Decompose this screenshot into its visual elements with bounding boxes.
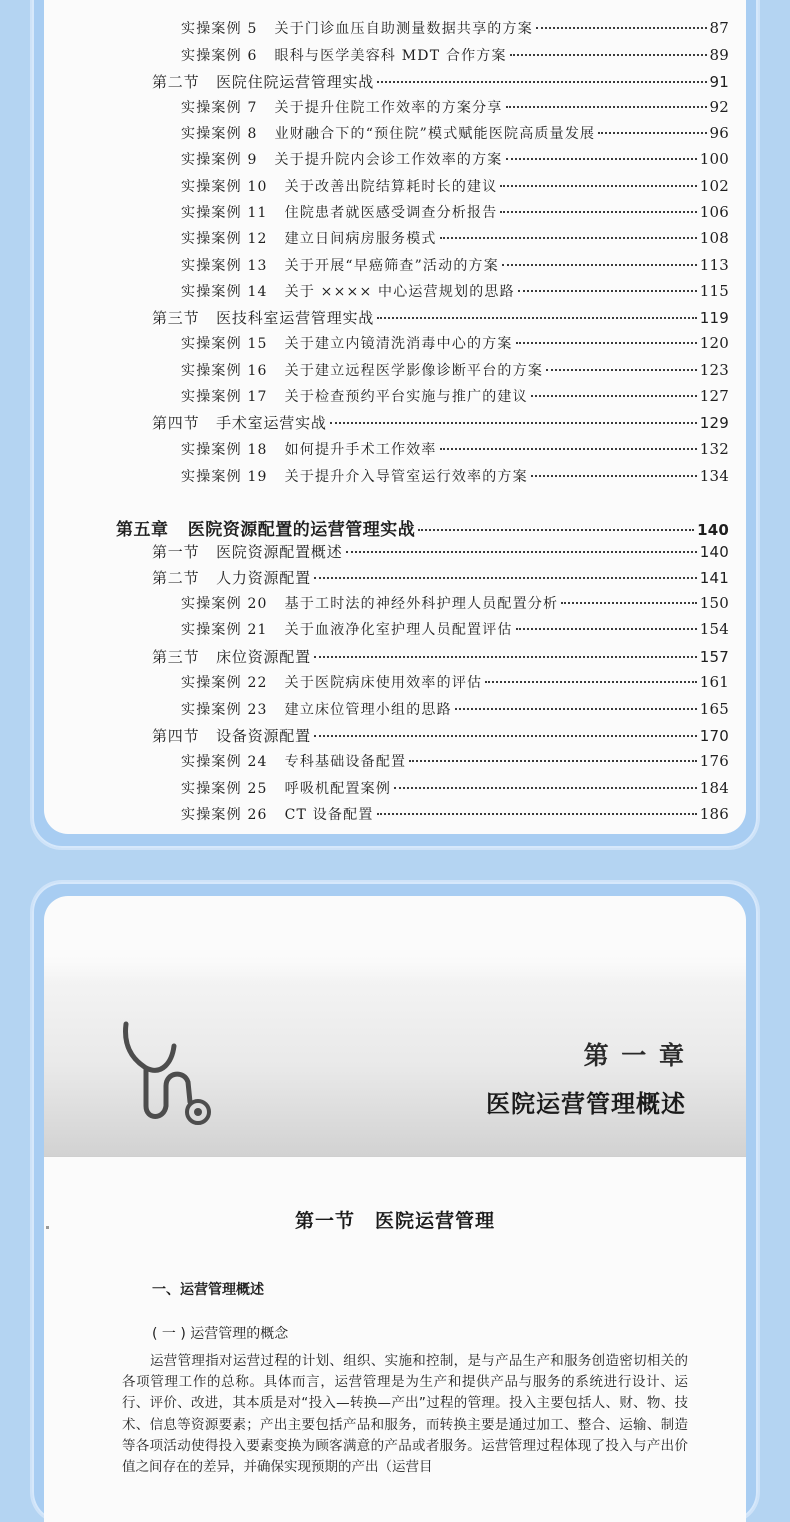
toc-leader-dots [518, 290, 697, 292]
toc-entry-case [181, 97, 729, 117]
toc-page-number: 91 [709, 73, 729, 91]
toc-entry-section [152, 541, 729, 562]
toc-entry-case [181, 386, 729, 406]
toc-entry-case [181, 281, 729, 301]
toc-leader-dots [510, 54, 707, 56]
toc-leader-dots [516, 342, 697, 344]
toc-entry-title: 第四节 设备资源配置 [152, 727, 311, 745]
toc-entry-section [152, 412, 729, 433]
toc-page-number: 89 [709, 46, 729, 64]
toc-entry-title: 第五章 医院资源配置的运营管理实战 [116, 520, 416, 540]
toc-entry-title: 第三节 医技科室运营管理实战 [152, 309, 375, 327]
toc-leader-dots [455, 708, 697, 710]
toc-leader-dots [506, 158, 697, 160]
toc-page-number: 129 [699, 414, 729, 432]
toc-leader-dots [506, 106, 707, 108]
toc-entry-title: 实操案例 25 呼吸机配置案例 [181, 781, 392, 797]
toc-leader-dots [485, 681, 697, 683]
toc-leader-dots [531, 395, 697, 397]
toc-leader-dots [531, 475, 697, 477]
toc-page-number: 186 [699, 805, 729, 823]
toc-entry-case [181, 699, 729, 719]
toc-entry-section [152, 71, 729, 92]
toc-leader-dots [377, 813, 697, 815]
toc-entry-case [181, 672, 729, 692]
toc-page-number: 119 [699, 309, 729, 327]
toc-entry-title: 实操案例 5 关于门诊血压自助测量数据共享的方案 [181, 21, 533, 37]
toc-page-number: 113 [699, 256, 729, 274]
toc-entry-case [181, 439, 729, 459]
toc-entry-title: 第三节 床位资源配置 [152, 648, 311, 666]
toc-page-number: 102 [699, 177, 729, 195]
toc-entry-title: 第二节 人力资源配置 [152, 569, 311, 587]
toc-entry-title: 实操案例 18 如何提升手术工作效率 [181, 442, 437, 458]
toc-leader-dots [500, 185, 696, 187]
toc-entry-case [181, 360, 729, 380]
toc-entry-case [181, 149, 729, 169]
toc-leader-dots [502, 264, 697, 266]
toc-page-frame [32, 0, 758, 848]
toc-page-number: 140 [697, 521, 729, 539]
toc-entry-title: 实操案例 13 关于开展“早癌筛查”活动的方案 [181, 258, 499, 274]
toc-page-number: 140 [699, 543, 729, 561]
toc-leader-dots [409, 760, 697, 762]
toc-entry-case [181, 176, 729, 196]
toc-page-number: 141 [699, 569, 729, 587]
toc-entry-title: 实操案例 11 住院患者就医感受调查分析报告 [181, 205, 498, 221]
toc-page-number: 157 [699, 648, 729, 666]
toc-leader-dots [546, 369, 697, 371]
toc-leader-dots [500, 211, 696, 213]
toc-entry-case [181, 778, 729, 798]
chapter-page-frame [32, 882, 758, 1522]
toc-entry-title: 实操案例 12 建立日间病房服务模式 [181, 231, 437, 247]
toc-entry-title: 实操案例 10 关于改善出院结算耗时长的建议 [181, 179, 498, 195]
toc-entry-case [181, 804, 729, 824]
toc-leader-dots [377, 81, 706, 83]
body-paragraph: 运营管理指对运营过程的计划、组织、实施和控制，是与产品生产和服务创造密切相关的各项管理工作的总称。具体而言，运营管理是为生产和提供产品与服务的系统进行设计、运行、评价、改进，其本质是对“投入—转换—产出”过程的管理。投入主要包括人、财、物、技术、信息等资源要素；产出主要包括产品和服务，而转换主要是通过加工、整合、运输、制造等各项活动使得投入要素变换为顾客满意的产品或者服务。运营管理过程体现了投入与产出价值之间存在的差异，并确保实现预期的产出（运营目 [122, 1353, 688, 1476]
toc-page-number: 170 [699, 727, 729, 745]
toc-page-number: 184 [699, 779, 729, 797]
toc-entry-case [181, 466, 729, 486]
toc-entry-title: 实操案例 24 专科基础设备配置 [181, 754, 407, 770]
toc-entry-case [181, 333, 729, 353]
toc-entry-title: 实操案例 7 关于提升住院工作效率的方案分享 [181, 100, 503, 116]
toc-entry-case [181, 619, 729, 639]
toc-page-number: 115 [699, 282, 729, 300]
toc-page [44, 0, 746, 834]
toc-entry-title: 实操案例 20 基于工时法的神经外科护理人员配置分析 [181, 596, 559, 612]
toc-entry-section [152, 725, 729, 746]
toc-page-number: 120 [699, 334, 729, 352]
toc-entry-title: 实操案例 6 眼科与医学美容科 MDT 合作方案 [181, 48, 507, 64]
toc-leader-dots [516, 628, 697, 630]
toc-entry-title: 实操案例 15 关于建立内镜清洗消毒中心的方案 [181, 336, 513, 352]
toc-page-number: 165 [699, 700, 729, 718]
stethoscope-icon [114, 1016, 234, 1136]
toc-entry-title: 实操案例 14 关于 ×××× 中心运营规划的思路 [181, 284, 515, 300]
toc-entry-title: 第二节 医院住院运营管理实战 [152, 73, 375, 91]
toc-entry-case [181, 228, 729, 248]
toc-entry-title: 第四节 手术室运营实战 [152, 414, 327, 432]
chapter-page [44, 896, 746, 1522]
toc-page-number: 161 [699, 673, 729, 691]
toc-entry-title: 实操案例 8 业财融合下的“预住院”模式赋能医院高质量发展 [181, 126, 596, 142]
toc-entry-title: 实操案例 22 关于医院病床使用效率的评估 [181, 675, 483, 691]
toc-leader-dots [418, 529, 694, 531]
toc-leader-dots [330, 422, 697, 424]
toc-entry-case [181, 202, 729, 222]
toc-entry-title: 实操案例 16 关于建立远程医学影像诊断平台的方案 [181, 363, 544, 379]
toc-entry-title: 实操案例 23 建立床位管理小组的思路 [181, 702, 452, 718]
toc-leader-dots [536, 27, 707, 29]
toc-entry-section [152, 567, 729, 588]
toc-leader-dots [440, 448, 697, 450]
toc-page-number: 154 [699, 620, 729, 638]
toc-page-number: 176 [699, 752, 729, 770]
toc-entry-section [152, 646, 729, 667]
toc-page-number: 96 [709, 124, 729, 142]
toc-leader-dots [598, 132, 706, 134]
toc-page-number: 127 [699, 387, 729, 405]
toc-page-number: 108 [699, 229, 729, 247]
toc-page-number: 106 [699, 203, 729, 221]
toc-entry-section [152, 307, 729, 328]
toc-leader-dots [346, 551, 697, 553]
toc-leader-dots [314, 735, 697, 737]
toc-leader-dots [377, 317, 697, 319]
chapter-title: 医院运营管理概述 [486, 1090, 686, 1118]
toc-leader-dots [314, 656, 697, 658]
toc-page-number: 100 [699, 150, 729, 168]
toc-leader-dots [561, 602, 697, 604]
toc-page-number: 123 [699, 361, 729, 379]
toc-entry-title: 第一节 医院资源配置概述 [152, 543, 343, 561]
toc-entry-title: 实操案例 19 关于提升介入导管室运行效率的方案 [181, 469, 528, 485]
toc-entry-case [181, 123, 729, 143]
chapter-number: 第 一 章 [583, 1041, 686, 1070]
toc-entry-case [181, 751, 729, 771]
toc-leader-dots [440, 237, 697, 239]
toc-leader-dots [314, 577, 697, 579]
toc-entry-chapter [116, 515, 729, 540]
toc-entry-case [181, 255, 729, 275]
heading-level-1: 一、运营管理概述 [152, 1282, 264, 1298]
toc-entry-title: 实操案例 9 关于提升院内会诊工作效率的方案 [181, 152, 503, 168]
toc-entry-title: 实操案例 17 关于检查预约平台实施与推广的建议 [181, 389, 528, 405]
section-heading: 第一节 医院运营管理 [294, 1210, 495, 1232]
toc-page-number: 150 [699, 594, 729, 612]
toc-entry-title: 实操案例 26 CT 设备配置 [181, 807, 374, 823]
toc-entry-case [181, 18, 729, 38]
toc-entry-case [181, 593, 729, 613]
toc-entry-title: 实操案例 21 关于血液净化室护理人员配置评估 [181, 622, 513, 638]
toc-page-number: 134 [699, 467, 729, 485]
toc-entry-case [181, 45, 729, 65]
heading-level-2: ( 一 ) 运营管理的概念 [152, 1326, 289, 1342]
toc-page-number: 87 [709, 19, 729, 37]
toc-page-number: 92 [709, 98, 729, 116]
toc-leader-dots [394, 787, 697, 789]
toc-page-number: 132 [699, 440, 729, 458]
